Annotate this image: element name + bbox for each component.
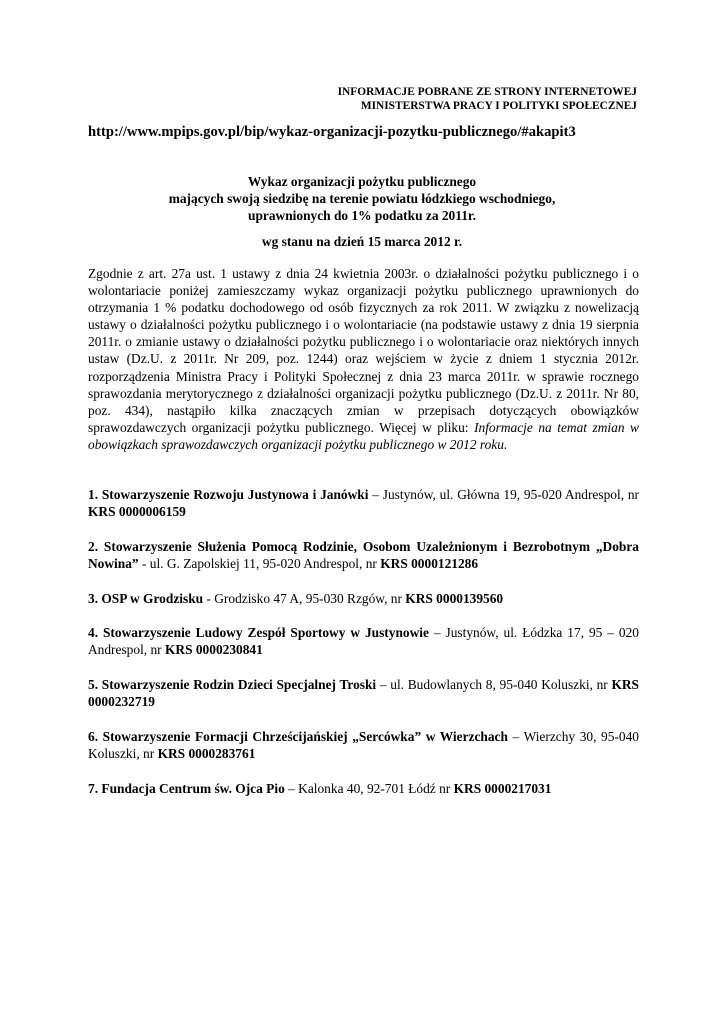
- organization-name: 1. Stowarzyszenie Rozwoju Justynowa i Janówki: [88, 487, 369, 502]
- intro-paragraph: [88, 265, 639, 453]
- organization-krs: KRS 0000232719: [88, 677, 639, 710]
- organization-krs: KRS 0000139560: [405, 590, 504, 606]
- organization-item: [88, 486, 639, 520]
- title-line-1: Wykaz organizacji pożytku publicznego: [247, 174, 477, 189]
- organization-address: – Wierzchy 30, 95-040 Koluszki, nr: [88, 728, 639, 761]
- organization-krs: KRS 0000121286: [380, 555, 479, 571]
- organization-item: [88, 590, 639, 607]
- organization-krs: KRS 0000006159: [88, 504, 186, 520]
- source-header: [338, 85, 637, 113]
- organization-name: 2. Stowarzyszenie Służenia Pomocą Rodzinie, Osobom Uzależnionym i Bezrobotnym „Dobra Nowina”: [88, 538, 639, 571]
- organization-item: [88, 538, 639, 572]
- title-line-3: uprawnionych do 1% podatku za 2011r.: [248, 208, 476, 223]
- organization-item: [88, 780, 639, 797]
- document-date: wg stanu na dzień 15 marca 2012 r.: [261, 234, 463, 249]
- intro-note: Informacje na temat zmian w obowiązkach sprawozdawczych organizacji pożytku publicznego w 2012 roku.: [88, 419, 639, 452]
- organization-krs: KRS 0000283761: [157, 745, 256, 761]
- organization-name: 7. Fundacja Centrum św. Ojca Pio: [88, 780, 285, 796]
- source-header-line-1: INFORMACJE POBRANE ZE STRONY INTERNETOWEJ: [337, 86, 637, 98]
- organization-krs: KRS 0000230841: [164, 642, 263, 658]
- document-title: [0, 173, 724, 224]
- organization-krs: KRS 0000217031: [453, 780, 552, 796]
- organization-name: 6. Stowarzyszenie Formacji Chrześcijańskiej „Sercówka” w Wierzchach: [88, 728, 508, 744]
- intro-text: Zgodnie z art. 27a ust. 1 ustawy z dnia 24 kwietnia 2003r. o działalności pożytku publicznego i o wolontariacie poniżej zamieszczamy wykaz organizacji pożytku publicznego uprawnionych do otrzymania 1 % podatku dochodowego od osób fizycznych za rok 2011. W związku z nowelizacją ustawy o działalności pożytku publicznego i o wolontariacie (na podstawie ustawy z dnia 19 sierpnia 2011r. o zmianie ustawy o działalności pożytku publicznego i o wolontariacie oraz niektórych innych ustaw (Dz.U. z 2011r. Nr 209, poz. 1244) oraz wejściem w życie z dniem 1 stycznia 2012r. rozporządzenia Ministra Pracy i Polityki Społecznej z dnia 23 marca 2011r. w sprawie rocznego sprawozdania merytorycznego z działalności organizacji pożytku publicznego (Dz.U. z 2011r. Nr 80, poz. 434), nastąpiło kilka znaczących zmian w przepisach dotyczących obowiązków sprawozdawczych organizacji pożytku publicznego. Więcej w pliku:: [88, 266, 639, 435]
- organization-item: [88, 624, 639, 658]
- source-header-line-2: MINISTERSTWA PRACY I POLITYKI SPOŁECZNEJ: [360, 100, 637, 112]
- organization-address: - ul. G. Zapolskiej 11, 95-020 Andrespol, nr: [138, 555, 381, 571]
- organization-item: [88, 728, 639, 762]
- organization-address: - Grodzisko 47 A, 95-030 Rzgów, nr: [203, 590, 406, 606]
- organization-name: 5. Stowarzyszenie Rodzin Dzieci Specjalnej Troski: [88, 677, 377, 693]
- source-url: http://www.mpips.gov.pl/bip/wykaz-organizacji-pozytku-publicznego/#akapit3: [88, 124, 576, 140]
- organization-address: – Kalonka 40, 92-701 Łódź nr: [284, 780, 454, 796]
- organization-list: [88, 486, 639, 814]
- organization-address: – ul. Budowlanych 8, 95-040 Koluszki, nr: [376, 677, 612, 693]
- title-line-2: mających swoją siedzibę na terenie powiatu łódzkiego wschodniego,: [168, 191, 556, 206]
- organization-name: 4. Stowarzyszenie Ludowy Zespół Sportowy w Justynowie: [88, 625, 429, 641]
- organization-address: – Justynów, ul. Łódzka 17, 95 – 020 Andrespol, nr: [88, 625, 640, 658]
- organization-name: 3. OSP w Grodzisku: [88, 590, 204, 606]
- organization-address: – Justynów, ul. Główna 19, 95-020 Andrespol, nr: [368, 487, 639, 502]
- organization-item: [88, 676, 639, 710]
